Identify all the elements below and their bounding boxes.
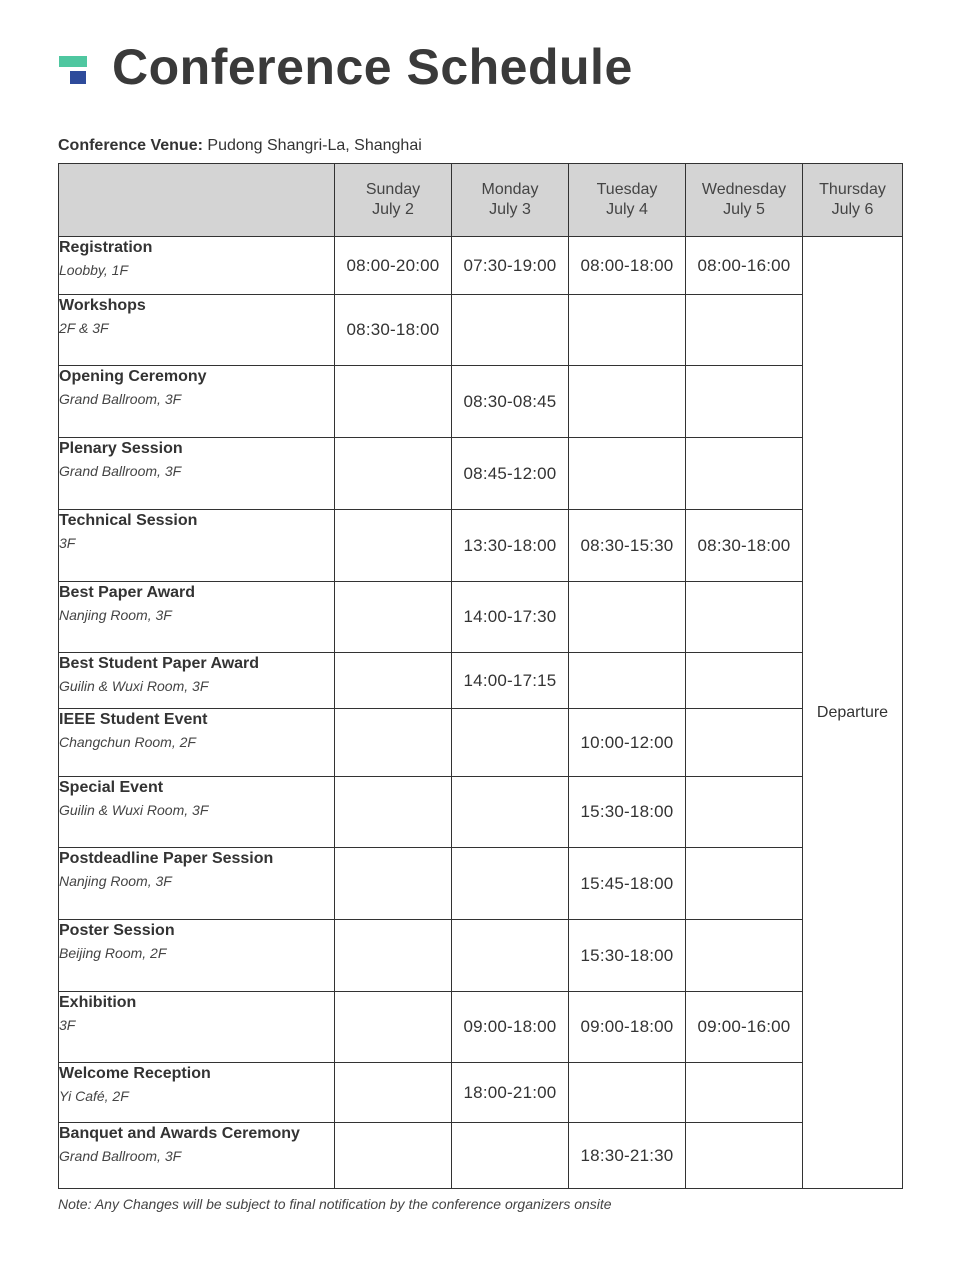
- time-cell: [686, 777, 803, 848]
- day-header: Thursday July 6: [803, 164, 903, 237]
- time-cell: 08:45-12:00: [452, 438, 569, 510]
- time-cell: [335, 653, 452, 709]
- page-title: Conference Schedule: [112, 39, 633, 95]
- time-cell: [686, 295, 803, 366]
- time-cell: [335, 1123, 452, 1189]
- table-row: [59, 709, 903, 777]
- time-cell: [569, 1063, 686, 1123]
- time-cell: [569, 438, 686, 510]
- table-row: [59, 295, 903, 366]
- time-cell: [452, 848, 569, 920]
- time-cell: 08:00-16:00: [686, 237, 803, 295]
- header-row: [59, 164, 903, 237]
- time-cell: [452, 1123, 569, 1189]
- time-cell: [335, 777, 452, 848]
- time-cell: 18:00-21:00: [452, 1063, 569, 1123]
- event-name: Special Event: [59, 779, 164, 796]
- time-cell: 09:00-16:00: [686, 992, 803, 1063]
- day-header: Sunday July 2: [335, 164, 452, 237]
- time-cell: [686, 366, 803, 438]
- time-cell: [686, 1123, 803, 1189]
- event-name: Opening Ceremony: [59, 368, 207, 385]
- table-row: [59, 1063, 903, 1123]
- event-name: IEEE Student Event: [59, 711, 208, 728]
- event-location: Guilin & Wuxi Room, 3F: [59, 802, 209, 818]
- time-cell: [335, 992, 452, 1063]
- event-name: Plenary Session: [59, 440, 183, 457]
- event-name: Welcome Reception: [59, 1065, 211, 1082]
- time-cell: [569, 366, 686, 438]
- time-cell: 10:00-12:00: [569, 709, 686, 777]
- table-row: [59, 777, 903, 848]
- day-header: Monday July 3: [452, 164, 569, 237]
- event-cell: [59, 295, 335, 366]
- time-cell: 13:30-18:00: [452, 510, 569, 582]
- event-cell: [59, 920, 335, 992]
- time-cell: [335, 438, 452, 510]
- time-cell: 08:00-18:00: [569, 237, 686, 295]
- day-header: Tuesday July 4: [569, 164, 686, 237]
- event-name: Best Paper Award: [59, 584, 196, 601]
- time-cell: [569, 653, 686, 709]
- event-name: Banquet and Awards Ceremony: [59, 1125, 300, 1142]
- event-location: Nanjing Room, 3F: [59, 873, 172, 889]
- table-row: [59, 1123, 903, 1189]
- time-cell: 14:00-17:15: [452, 653, 569, 709]
- event-cell: [59, 582, 335, 653]
- event-name: Best Student Paper Award: [59, 655, 260, 672]
- time-cell: 09:00-18:00: [569, 992, 686, 1063]
- event-cell: [59, 237, 335, 295]
- event-location: 3F: [59, 535, 76, 551]
- time-cell: 09:00-18:00: [452, 992, 569, 1063]
- time-cell: 08:30-15:30: [569, 510, 686, 582]
- time-cell: [335, 1063, 452, 1123]
- event-location: Grand Ballroom, 3F: [59, 463, 182, 479]
- header-corner: [59, 164, 335, 237]
- time-cell: [686, 709, 803, 777]
- event-name: Registration: [59, 239, 153, 256]
- time-cell: [452, 920, 569, 992]
- time-cell: 08:30-08:45: [452, 366, 569, 438]
- time-cell: [686, 920, 803, 992]
- time-cell: 15:30-18:00: [569, 777, 686, 848]
- event-location: Beijing Room, 2F: [59, 945, 167, 961]
- day-header: Wednesday July 5: [686, 164, 803, 237]
- event-location: 2F & 3F: [59, 320, 109, 336]
- table-row: [59, 510, 903, 582]
- table-row: [59, 653, 903, 709]
- venue-value: Pudong Shangri-La, Shanghai: [207, 137, 422, 154]
- event-cell: [59, 777, 335, 848]
- logo-icon: [59, 56, 87, 84]
- table-row: [59, 237, 903, 295]
- time-cell: [335, 920, 452, 992]
- time-cell: [452, 777, 569, 848]
- time-cell: 08:30-18:00: [686, 510, 803, 582]
- time-cell: 18:30-21:30: [569, 1123, 686, 1189]
- event-cell: [59, 438, 335, 510]
- event-location: Nanjing Room, 3F: [59, 607, 172, 623]
- event-cell: [59, 709, 335, 777]
- table-row: [59, 366, 903, 438]
- event-location: Changchun Room, 2F: [59, 734, 196, 750]
- time-cell: [335, 709, 452, 777]
- time-cell: [335, 848, 452, 920]
- event-name: Technical Session: [59, 512, 198, 529]
- event-location: Loobby, 1F: [59, 262, 129, 278]
- event-location: Guilin & Wuxi Room, 3F: [59, 678, 209, 694]
- departure-cell: Departure: [803, 237, 903, 1189]
- event-name: Workshops: [59, 297, 146, 314]
- schedule-table: [58, 163, 903, 1189]
- event-name: Postdeadline Paper Session: [59, 850, 274, 867]
- time-cell: [452, 709, 569, 777]
- time-cell: [569, 582, 686, 653]
- time-cell: 14:00-17:30: [452, 582, 569, 653]
- footnote: Note: Any Changes will be subject to final notification by the conference organizers onsite: [58, 1196, 612, 1212]
- table-row: [59, 582, 903, 653]
- event-cell: [59, 1063, 335, 1123]
- time-cell: [686, 653, 803, 709]
- time-cell: [686, 582, 803, 653]
- event-location: Grand Ballroom, 3F: [59, 391, 182, 407]
- event-cell: [59, 848, 335, 920]
- event-cell: [59, 510, 335, 582]
- event-location: 3F: [59, 1017, 76, 1033]
- event-cell: [59, 1123, 335, 1189]
- time-cell: [335, 582, 452, 653]
- time-cell: 08:00-20:00: [335, 237, 452, 295]
- table-row: [59, 848, 903, 920]
- event-cell: [59, 992, 335, 1063]
- time-cell: 15:30-18:00: [569, 920, 686, 992]
- event-location: Grand Ballroom, 3F: [59, 1148, 182, 1164]
- event-name: Exhibition: [59, 994, 137, 1011]
- time-cell: [686, 438, 803, 510]
- time-cell: [686, 1063, 803, 1123]
- table-row: [59, 438, 903, 510]
- event-cell: [59, 653, 335, 709]
- time-cell: 07:30-19:00: [452, 237, 569, 295]
- time-cell: [686, 848, 803, 920]
- event-cell: [59, 366, 335, 438]
- table-row: [59, 992, 903, 1063]
- time-cell: [335, 366, 452, 438]
- time-cell: 08:30-18:00: [335, 295, 452, 366]
- event-name: Poster Session: [59, 922, 175, 939]
- venue-label: Conference Venue:: [58, 137, 203, 154]
- time-cell: 15:45-18:00: [569, 848, 686, 920]
- time-cell: [335, 510, 452, 582]
- event-location: Yi Café, 2F: [59, 1088, 129, 1104]
- time-cell: [452, 295, 569, 366]
- venue-line: [58, 137, 422, 155]
- time-cell: [569, 295, 686, 366]
- table-row: [59, 920, 903, 992]
